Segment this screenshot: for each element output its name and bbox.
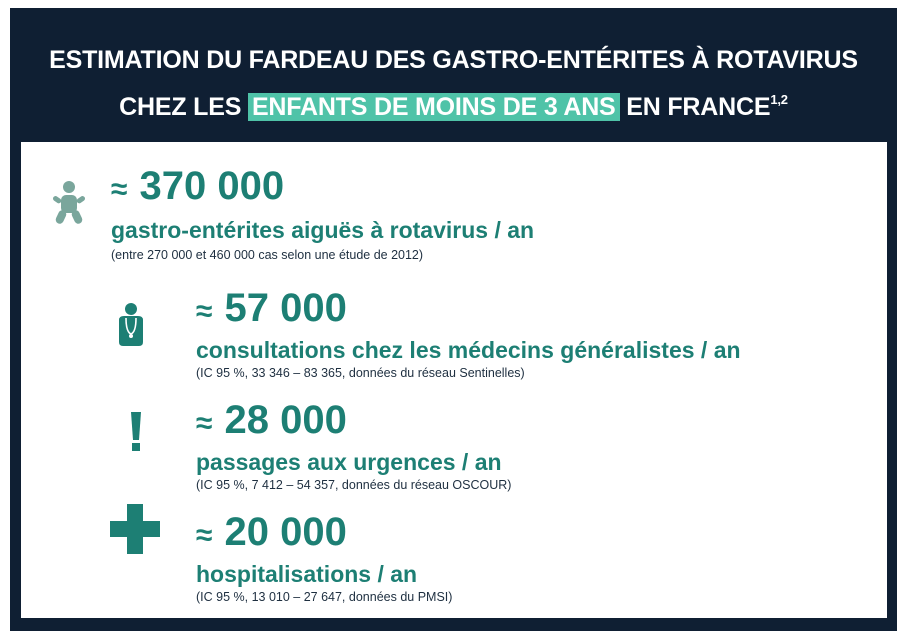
stat-label: hospitalisations / an — [196, 561, 418, 587]
stat-label: passages aux urgences / an — [196, 449, 502, 475]
stat-cases — [111, 164, 534, 264]
stat-note: (IC 95 %, 33 346 – 83 365, données du réseau Sentinelles) — [196, 366, 525, 380]
stat-number: 28 000 — [224, 398, 347, 442]
stat-note: (IC 95 %, 7 412 – 54 357, données du réseau OSCOUR) — [196, 478, 512, 492]
stat-number: 57 000 — [224, 286, 347, 330]
doctor-icon — [116, 302, 146, 348]
stat-value — [111, 164, 534, 212]
stat-hospitalisations — [196, 510, 452, 606]
stat-note: (entre 270 000 et 460 000 cas selon une étude de 2012) — [111, 248, 424, 262]
stat-number: 20 000 — [224, 510, 347, 554]
stat-consultations — [196, 286, 741, 382]
title-line-1: ESTIMATION DU FARDEAU DES GASTRO-ENTÉRITES À ROTAVIRUS — [49, 46, 858, 74]
approx-sign: ≈ — [111, 173, 128, 206]
medical-cross-icon — [110, 504, 160, 554]
stat-label: gastro-entérites aiguës à rotavirus / an — [111, 217, 535, 243]
page-title — [0, 40, 907, 127]
stat-label: consultations chez les médecins généralistes / an — [196, 337, 741, 363]
exclamation-icon — [128, 412, 144, 452]
stat-emergencies — [196, 398, 511, 494]
approx-sign: ≈ — [196, 519, 213, 552]
title-superscript: 1,2 — [770, 92, 788, 107]
approx-sign: ≈ — [196, 407, 213, 440]
approx-sign: ≈ — [196, 295, 213, 328]
title-line-2 — [0, 80, 907, 127]
title-prefix: CHEZ LES — [119, 93, 242, 121]
stat-value — [196, 286, 741, 334]
baby-icon — [52, 180, 86, 228]
stat-value — [196, 510, 452, 558]
stat-value — [196, 398, 511, 446]
stat-number: 370 000 — [139, 164, 285, 208]
title-suffix: EN FRANCE — [626, 93, 771, 121]
title-highlight: ENFANTS DE MOINS DE 3 ANS — [248, 93, 620, 121]
stat-note: (IC 95 %, 13 010 – 27 647, données du PMSI) — [196, 590, 453, 604]
